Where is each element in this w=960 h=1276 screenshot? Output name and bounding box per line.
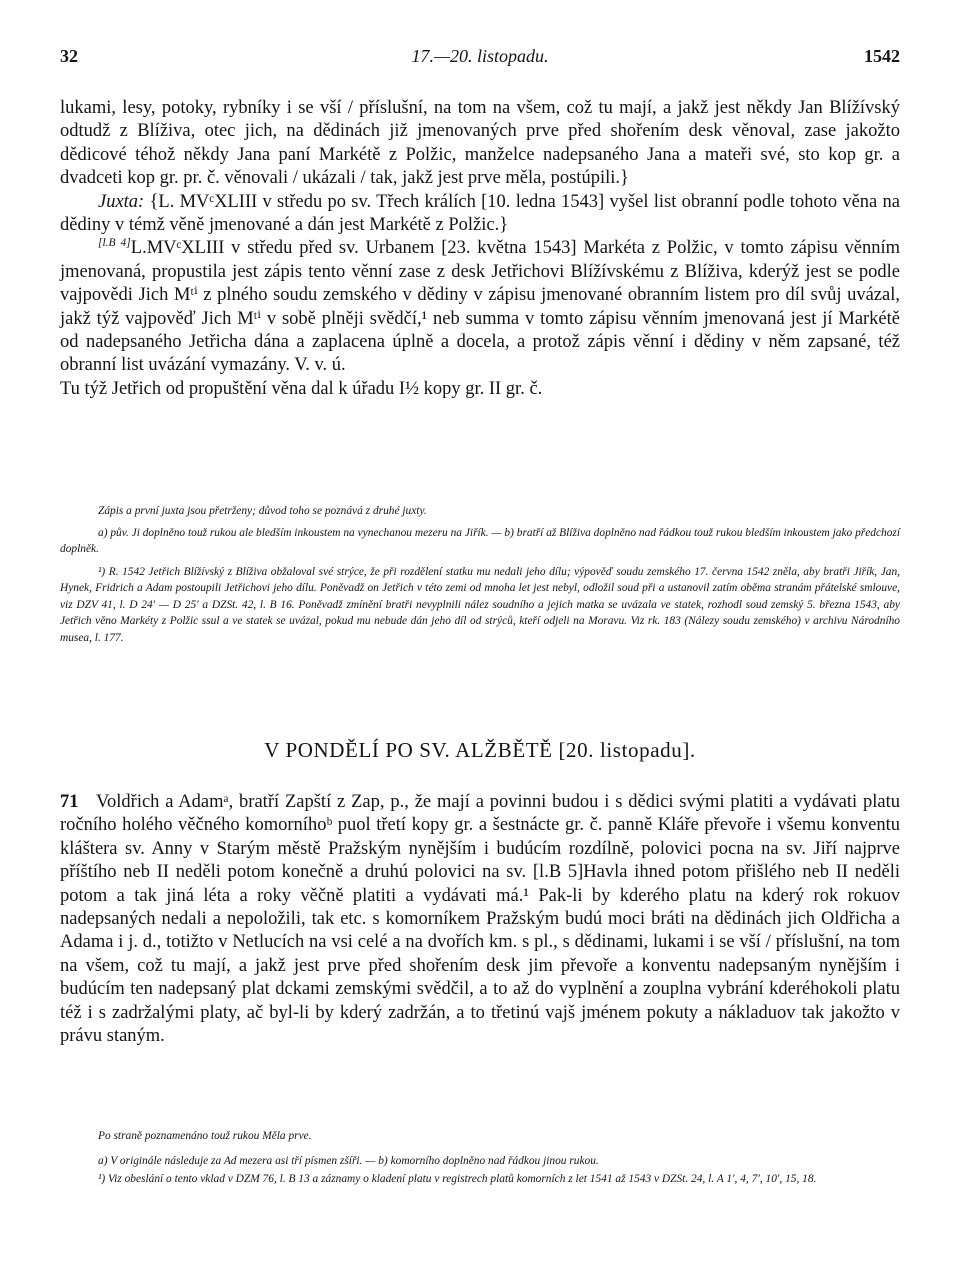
entry-70-para-3 bbox=[60, 237, 900, 377]
juxta-text: {L. MVᶜXLIII v středu po sv. Třech králích [10. ledna 1543] vyšel list obranní podle tohoto věna na dědiny v témž věně jmenované a dán jest Markétě z Polžic.} bbox=[60, 191, 901, 236]
entry-70-para-4: Tu týž Jetřich od propuštění věna dal k úřadu I½ kopy gr. II gr. č. bbox=[60, 378, 543, 399]
juxta-label: Juxta: bbox=[98, 191, 145, 212]
entry-70-notes bbox=[60, 503, 900, 646]
folio-reference: [l.B 4] bbox=[98, 237, 131, 250]
section-heading: V PONDĚLÍ PO SV. ALŽBĚTĚ [20. listopadu]. bbox=[264, 738, 696, 762]
entry-71-footnote-1: ¹) Viz obeslání o tento vklad v DZM 76, l. B 13 a záznamy o kladení platu v registrech platů komorních z let 1541 až 1543 v DZSt. 24, l. A 1′, 4, 7′, 10′, 15, 18. bbox=[98, 1173, 817, 1185]
folio-number: 1542 bbox=[864, 46, 900, 66]
entry-71-textual-notes: a) V originále následuje za Ad mezera asi tří písmen zšíři. — b) komorního doplněno nad řádkou jinou rukou. bbox=[98, 1154, 599, 1167]
entry-70-juxta bbox=[60, 191, 900, 238]
entry-number: 71 bbox=[60, 792, 79, 812]
entry-71-paragraph: Voldřich a Adamᵃ, bratří Zapští z Zap, p., že mají a povinni budou i s dědici svými platiti a vydávati platu ročního holého věčného komorníhoᵇ puol třetí kopy gr. a šestnácte gr. č. panně Kláře převoře i všemu konventu kláštera sv. Anny v Starým městě Pražským nynějším i budúcím rozdílně, polovici pocna na sv. Jiří najprve příštího neb II neděli potom konečně a druhú polovici na sv. [l.B 5]Havla ihned potom přišlého neb II neděli potom a tak jiná léta a roky věčně platiti a vydávati má.¹ Pak-li by kderého platu na kderý rok rokuov nadepsaných nedali a nepoložili, tak etc. s komorníkem Pražským budú moci bráti na dědinách jich Oldřicha a Adama i j. d., totižto v Netlucích na vsi celé a na dvořích km. s pl., s dědinami, lukami i se vší / příslušní, na tom na všem, což tu mají, a jakž jest prve před shořením desk jim převoře a konventu nadepsaným nynějším i budúcím ten nadepsaný plat dckami zemskými svědčil, a to až do vyplnění a zouplna vybrání kderéhokoli platu též i s zadržalými platy, ač byl-li by kderý zadržán, a to třetinú vajš jménem pokuty a nákladuov tak jakožto v právu staným. bbox=[60, 792, 900, 1047]
entry-70-body bbox=[60, 97, 900, 401]
entry-70-para-1: lukami, lesy, potoky, rybníky i se vší / příslušní, na tom na všem, což tu mají, a jakž jest někdy Jan Blížívský odtudž z Blíživa, otec jich, na dědinách již jmenovaných prve před shořením desk věnoval, zase jakožto dědicové téhož někdy Jana paní Markétě z Polžic, manželce nadepsaného Jana a mateři své, sto kop gr. a dvadceti kop gr. pr. č. věnovali / ukázali / tak, jakž jest prve měla, postúpili.} bbox=[60, 98, 900, 189]
running-title: 17.—20. listopadu. bbox=[411, 46, 549, 66]
entry-70-textual-notes: a) pův. Ji doplněno touž rukou ale bledším inkoustem na vynechanou mezeru na Jiřík. — b) bratří až Blíživa doplněno nad řádkou touž rukou bledším inkoustem jako předchozí doplněk. bbox=[60, 526, 900, 555]
entry-71-body bbox=[60, 791, 900, 1048]
entry-71-text bbox=[60, 791, 900, 1048]
entry-70-footnote-1: ¹) R. 1542 Jetřich Blížívský z Blíživa obžaloval své strýce, že při rozdělení statku mu nedali jeho dílu; výpověď soudu zemského 17. června 1542 zněla, aby bratři Jiřík, Jan, Hynek, Fridrich a Adam postoupili Jetřichovi jeho dílu. Poněvadž on Jetřich v této zemi od mnoha let jest nebyl, odložil soud při a ustanovil zatím oběma stranám přátelské smlouve, viz DZV 41, l. D 24′ — D 25′ a DZSt. 42, l. B 16. Poněvadž zmínění bratři nevyplnili nález soudního a jejich matka se uvázala ve statek, rozhodl soud zemský 5. března 1543, aby Jetřich věno Markéty z Polžic ssul a ve statek se uvázal, pokud mu nebude dán jeho díl od strýců, kteří odjeli na Moravu. Viz rk. 183 (Nálezy soudu zemského) v archivu Národního musea, l. 177. bbox=[60, 565, 900, 644]
running-header bbox=[60, 46, 900, 70]
entry-70-para-3-text: L.MVᶜXLIII v středu před sv. Urbanem [23. května 1543] Markéta z Polžic, v tomto zápisu věnním jmenovaná, propustila jest zápis tento věnní zase z desk Jetřichovi Blížívskému z Blíživa, kderýž jest se podle vajpovědi Jich Mᵗⁱ z plného soudu zemského v dědiny v zápisu jmenované obranním listem pro díl svůj uvázal, jakž týž vajpověď Jich Mᵗⁱ v sobě plněji svědčí,¹ neb summa v tomto zápisu věnním jmenovaná jest jí Markétě od nadepsaného Jetřicha dána a zaplacena úplně a docela, a protož zápis věnní i dědiny v něm zapsané, též obranní list uvázání vymazány. V. v. ú. bbox=[60, 238, 900, 376]
entry-70-remark: Zápis a první juxta jsou přetrženy; důvod toho se poznává z druhé juxty. bbox=[98, 505, 427, 517]
entry-71-notes bbox=[60, 1128, 900, 1188]
page-number: 32 bbox=[60, 46, 78, 66]
entry-71-remark: Po straně poznamenáno touž rukou Měla prve. bbox=[98, 1130, 312, 1142]
